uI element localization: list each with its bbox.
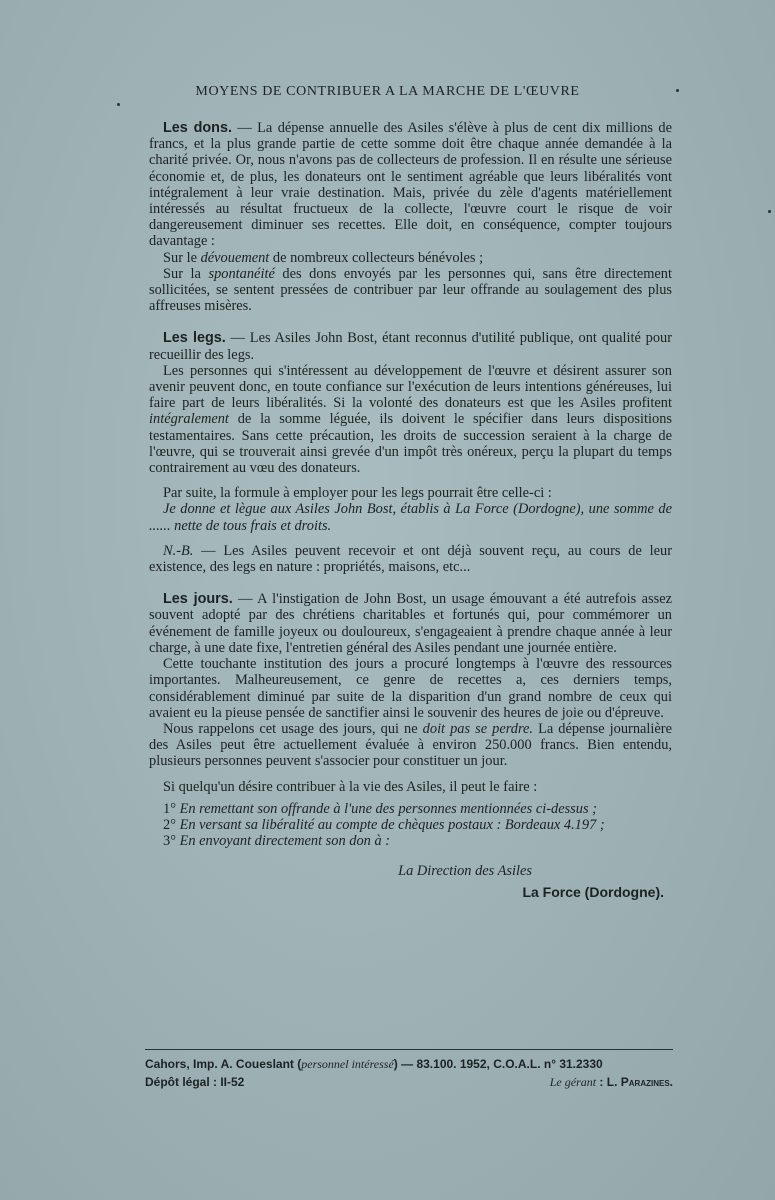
dons-devouement-c: de nombreux collecteurs bénévoles ; <box>269 249 484 266</box>
page-heading: MOYENS DE CONTRIBUER A LA MARCHE DE L'ŒUVRE <box>195 84 580 99</box>
dons-spontaneite-b: spontanéité <box>208 265 275 282</box>
paper-fleck <box>117 103 120 106</box>
footer-gerant-label: Le gérant <box>549 1075 597 1089</box>
legs-p2-a: Les personnes qui s'intéressent au développement de l'œuvre et désirent assurer son avenir peuvent donc, en toute confiance sur l'exécution de leurs intentions généreuses, lui faire part de leurs libéralités. Si la volonté des donateurs est que les Asiles profitent <box>149 362 672 412</box>
contribute-list <box>149 801 672 850</box>
footer-gerant-sep: : L. <box>596 1075 621 1089</box>
footer-divider <box>145 1049 673 1050</box>
signature-location: La Force (Dordogne). <box>522 883 664 900</box>
dons-spontaneite-c: des dons envoyés par les personnes qui, sans être directement sollicitées, se sentent pressées de contribuer par leur offrande au soulagement des plus affreuses misères. <box>149 265 673 315</box>
dons-title: Les dons. <box>163 120 232 136</box>
footer-printer-line <box>145 1057 673 1072</box>
dons-spontaneite <box>149 266 672 315</box>
jours-p3-a: Nous rappelons cet usage des jours, qui ne <box>163 720 423 737</box>
jours-p3-b: doit pas se perdre. <box>422 720 534 737</box>
paper-fleck <box>768 210 771 213</box>
jours-text: — A l'instigation de John Bost, un usage émouvant a été autrefois assez souvent adopté par des chrétiens charitables et fortunés qui, pour commémorer un événement de famille joyeux ou douloureux, s'engageaient à prendre chaque année à leur charge, à une date fixe, l'entretien général des Asiles pendant une journée entière. <box>149 591 672 656</box>
dons-text: — La dépense annuelle des Asiles s'élève à plus de cent dix millions de francs, et la plus grande partie de cette somme doit être chaque année demandée à la charité privée. Or, nous n'avons pas de collecteurs de profession. Il en résulte une sérieuse économie et, de plus, les donateurs ont le sentiment agréable que leurs libéralités vont intégralement à leur vraie destination. Mais, privée du zèle d'agents matériellement intéressés au résultat fructueux de la collecte, l'œuvre court le risque de voir dangereusement diminuer ses recettes. Elle doit, en conséquence, compter toujours davantage : <box>149 120 672 250</box>
legs-p2-b: intégralement <box>149 411 229 428</box>
legs-nb-label: N.-B. <box>163 542 194 559</box>
paper-fleck <box>676 89 679 92</box>
list-item <box>149 833 672 849</box>
signature-direction: La Direction des Asiles <box>398 863 532 880</box>
footer-gerant <box>550 1075 673 1090</box>
list-item-number: 3° <box>163 833 176 850</box>
footer-legal-line <box>145 1075 673 1089</box>
legs-paragraph <box>149 330 672 362</box>
list-item-number: 2° <box>163 816 176 833</box>
dons-spontaneite-a: Sur la <box>163 265 209 282</box>
footer-printer-c: ) — 83.100. 1952, C.O.A.L. n° 31.2330 <box>393 1057 603 1071</box>
legs-paragraph-2 <box>149 363 672 476</box>
jours-title: Les jours. <box>163 591 233 608</box>
footer-printer-b: personnel intéressé <box>301 1057 394 1071</box>
dons-devouement-b: dévouement <box>200 249 270 266</box>
dons-paragraph <box>149 120 672 250</box>
legs-nb-text: — Les Asiles peuvent recevoir et ont déjà souvent reçu, au cours de leur existence, des legs en nature : propriétés, maisons, etc... <box>149 542 672 576</box>
legs-text: — Les Asiles John Bost, étant reconnus d'utilité publique, ont qualité pour recueillir des legs. <box>149 330 673 363</box>
list-item-text: En versant sa libéralité au compte de chèques postaux : Bordeaux 4.197 ; <box>179 816 605 833</box>
dons-devouement-a: Sur le <box>163 249 201 266</box>
footer-depot-legal: Dépôt légal : II-52 <box>145 1075 245 1089</box>
jours-p3-c: La dépense journalière des Asiles peut être actuellement évaluée à environ 250.000 francs. Bien entendu, plusieurs personnes peuvent s'associer pour constituer un jour. <box>149 720 672 770</box>
legs-formula: Je donne et lègue aux Asiles John Bost, établis à La Force (Dordogne), une somme de ...... nette de tous frais et droits. <box>149 501 672 534</box>
footer-printer-a: Cahors, Imp. A. Coueslant ( <box>145 1057 302 1071</box>
contribute-intro: Si quelqu'un désire contribuer à la vie des Asiles, il peut le faire : <box>163 778 538 795</box>
footer-gerant-name: Parazines. <box>620 1075 673 1089</box>
list-item-number: 1° <box>163 800 176 817</box>
legs-formula-intro: Par suite, la formule à employer pour les legs pourrait être celle-ci : <box>163 485 552 502</box>
dons-devouement <box>149 250 672 266</box>
list-item <box>149 817 672 833</box>
main-content <box>149 120 672 900</box>
list-item-text: En remettant son offrande à l'une des personnes mentionnées ci-dessus ; <box>179 800 597 817</box>
list-item <box>149 801 672 817</box>
legs-p2-c: de la somme léguée, ils doivent le spécifier dans leurs dispositions testamentaires. Sans cette précaution, les droits de succession seraient à la charge de l'œuvre, qui se trouverait ainsi grevée d'un impôt très onéreux, perçu la plupart du temps contrairement au vœu des donateurs. <box>149 411 672 477</box>
jours-paragraph-2: Cette touchante institution des jours a procuré longtemps à l'œuvre des ressources importantes. Malheureusement, ce genre de recettes a, ces derniers temps, considérablement diminué par suite de la disparition d'un grand nombre de ceux qui avaient eu la pieuse pensée de sanctifier ainsi le souvenir des heures de joie ou d'épreuve. <box>149 656 672 721</box>
jours-paragraph <box>149 591 672 656</box>
list-item-text: En envoyant directement son don à : <box>179 833 391 850</box>
legs-nb <box>149 543 672 575</box>
legs-title: Les legs. <box>163 330 226 347</box>
jours-paragraph-3 <box>149 721 672 770</box>
